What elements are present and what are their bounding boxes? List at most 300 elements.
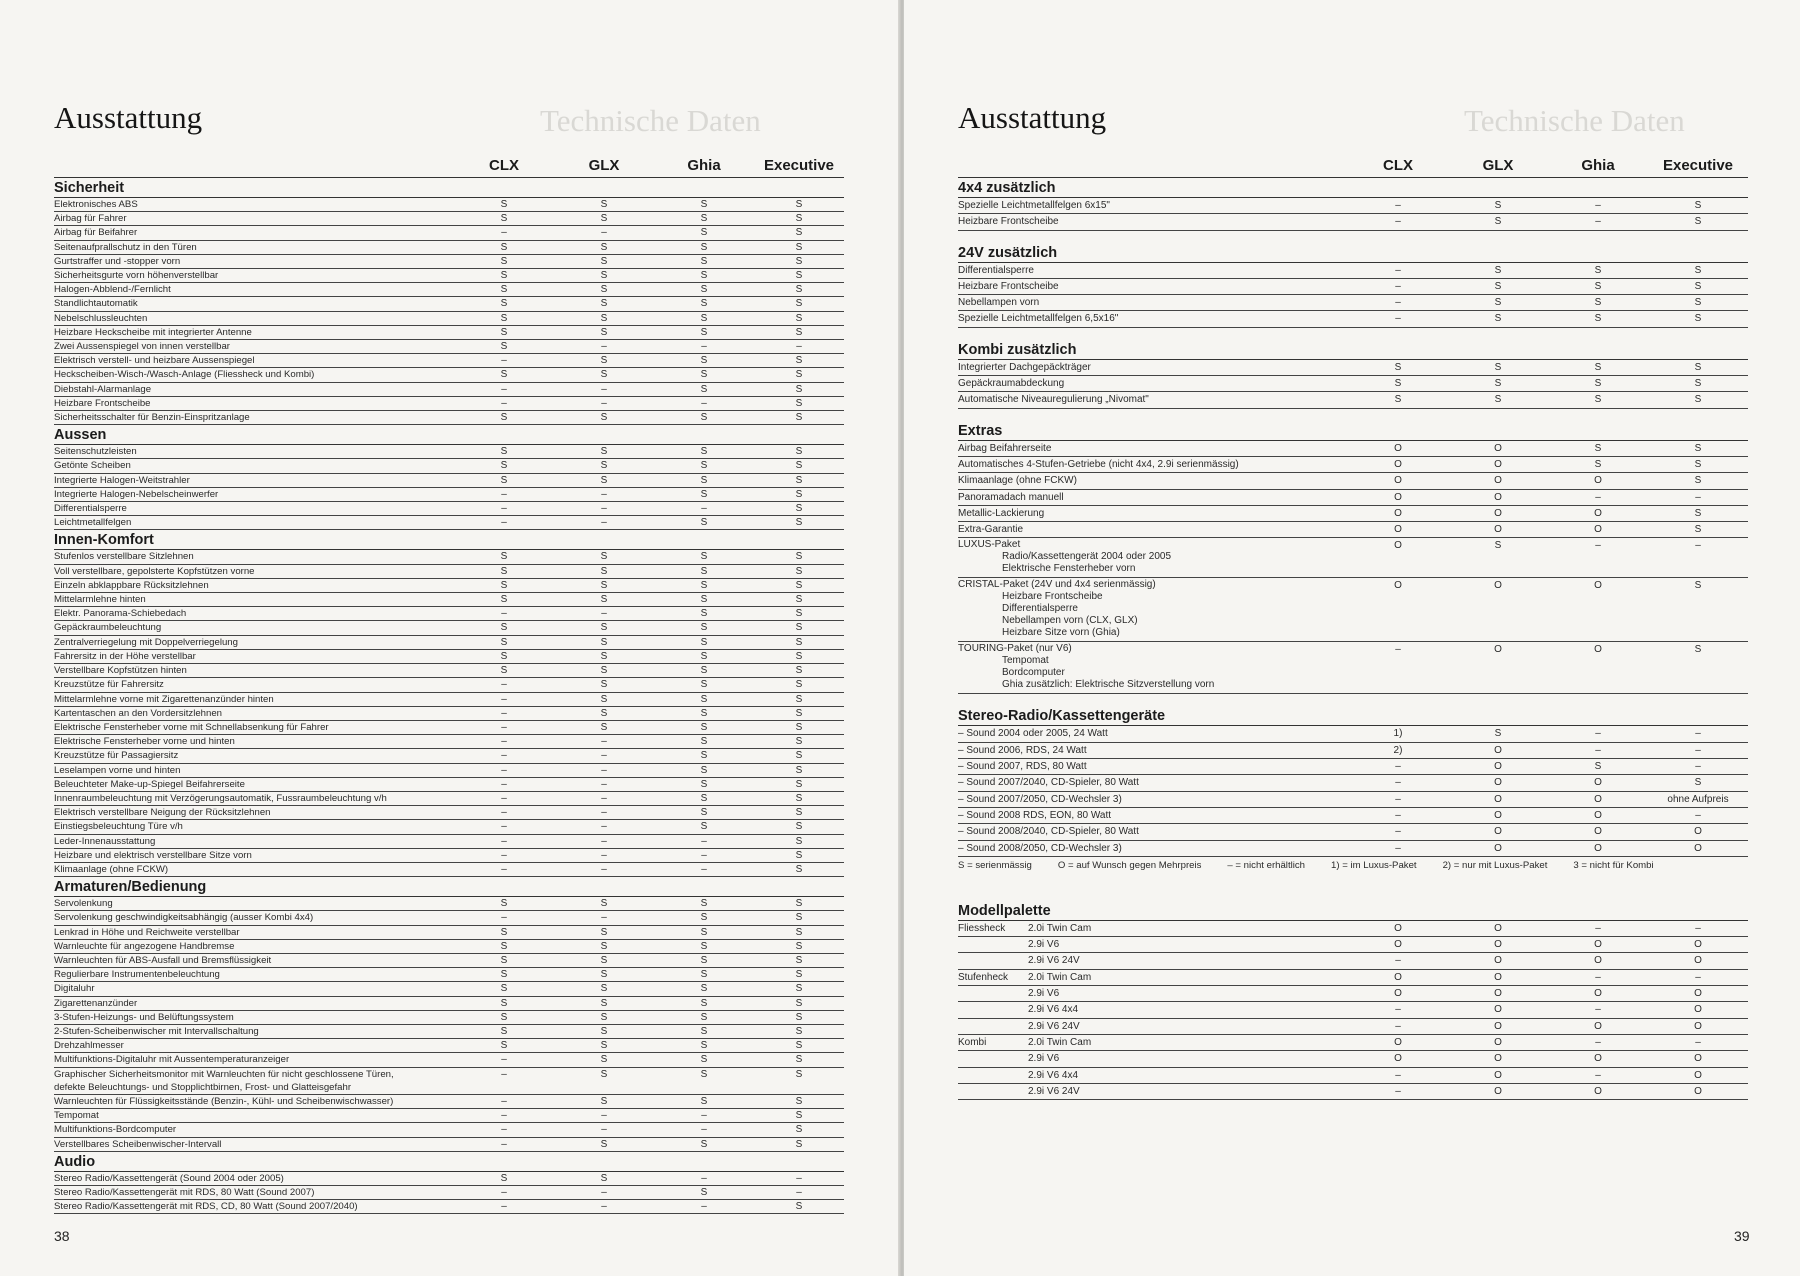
cell-ghia: S xyxy=(700,255,708,267)
cell-glx: – xyxy=(601,503,607,515)
cell-ghia: O xyxy=(1594,939,1602,951)
row-label-text: – Sound 2008/2050, CD-Wechsler 3) xyxy=(958,842,1122,854)
page-title: Ausstattung xyxy=(54,100,203,135)
cell-glx: – xyxy=(601,488,607,500)
cell-ghia: – xyxy=(701,1172,707,1184)
cell-glx: – xyxy=(601,1187,607,1198)
cell-executive: O xyxy=(1694,842,1702,854)
row-label-text: Einstiegsbeleuchtung Türe v/h xyxy=(54,821,183,833)
cell-glx: S xyxy=(600,926,608,938)
row-label xyxy=(54,940,454,953)
cell-glx: S xyxy=(600,665,608,677)
table-row xyxy=(958,841,1748,857)
cell-executive: S xyxy=(795,821,803,833)
cell-glx: S xyxy=(600,679,608,691)
cell-clx: – xyxy=(1395,955,1401,967)
model-variant: 2.9i V6 24V xyxy=(1028,955,1080,967)
row-label-text: Gurtstraffer und -stopper vorn xyxy=(54,255,181,267)
cell-executive: S xyxy=(795,565,803,577)
cell-ghia: O xyxy=(1594,644,1602,656)
row-label xyxy=(54,340,454,353)
cell-executive: S xyxy=(795,1110,803,1122)
cell-executive: O xyxy=(1694,826,1702,838)
cell-glx: S xyxy=(600,1025,608,1037)
model-group xyxy=(958,1084,1028,1099)
cell-clx: O xyxy=(1394,1053,1402,1065)
cell-clx: – xyxy=(501,1095,507,1107)
cell-executive: S xyxy=(795,284,803,296)
cell-glx: S xyxy=(600,412,608,424)
cell-executive: S xyxy=(795,750,803,762)
cell-executive: S xyxy=(795,446,803,458)
cell-executive: S xyxy=(795,369,803,381)
column-glx: GLX xyxy=(1482,157,1514,174)
cell-glx: S xyxy=(600,255,608,267)
cell-clx: – xyxy=(1395,313,1401,325)
cell-clx: S xyxy=(1394,394,1402,406)
model-group xyxy=(958,986,1028,1001)
section-title: Audio xyxy=(54,1152,844,1172)
column-header-row xyxy=(958,152,1748,178)
row-label xyxy=(958,376,1348,391)
cell-glx: S xyxy=(600,983,608,995)
cell-executive: – xyxy=(1695,922,1701,934)
row-label-text: – Sound 2008 RDS, EON, 80 Watt xyxy=(958,809,1112,821)
cell-executive: S xyxy=(795,594,803,606)
row-label-text: Heizbare Frontscheibe xyxy=(54,397,151,409)
table-row xyxy=(54,397,844,411)
cell-executive: S xyxy=(795,1138,803,1150)
cell-ghia: S xyxy=(700,326,708,338)
row-label xyxy=(958,392,1348,407)
model-group xyxy=(958,1019,1028,1034)
cell-clx: – xyxy=(1395,1004,1401,1016)
row-label-text: Airbag Beifahrerseite xyxy=(958,442,1052,454)
row-label-text: Elektrische Fensterheber vorne mit Schnellabsenkung für Fahrer xyxy=(54,721,329,733)
row-label-text: Verstellbare Kopfstützen hinten xyxy=(54,665,187,677)
table-row xyxy=(54,579,844,593)
model-variant: 2.9i V6 4x4 xyxy=(1028,1069,1079,1081)
row-label xyxy=(958,360,1348,375)
cell-clx: – xyxy=(1395,826,1401,838)
cell-clx: – xyxy=(501,383,507,395)
cell-ghia: S xyxy=(700,270,708,282)
cell-clx: S xyxy=(500,926,508,938)
row-label-text: LUXUS-Paket xyxy=(958,539,1021,551)
table-row xyxy=(54,664,844,678)
row-label-text: Verstellbares Scheibenwischer-Intervall xyxy=(54,1138,222,1150)
row-label xyxy=(54,411,454,424)
row-label xyxy=(958,642,1348,693)
cell-ghia: O xyxy=(1594,507,1602,519)
row-label xyxy=(958,841,1348,856)
cell-glx: S xyxy=(1494,313,1502,325)
cell-clx: – xyxy=(1395,793,1401,805)
cell-ghia: – xyxy=(701,397,707,409)
row-label xyxy=(54,650,454,663)
cell-executive: S xyxy=(795,807,803,819)
cell-clx: S xyxy=(500,1040,508,1052)
row-label xyxy=(958,808,1348,823)
table-row xyxy=(958,1068,1748,1084)
cell-ghia: S xyxy=(1594,297,1602,309)
table-row xyxy=(54,735,844,749)
cell-ghia: S xyxy=(700,997,708,1009)
ghost-heading: Technische Daten xyxy=(1464,103,1685,138)
column-ghia: Ghia xyxy=(1581,157,1615,174)
cell-glx: S xyxy=(600,1172,608,1184)
row-label-text: Elektronisches ABS xyxy=(54,199,138,210)
cell-clx: – xyxy=(1395,216,1401,228)
cell-clx: – xyxy=(501,1110,507,1122)
cell-clx: – xyxy=(1395,1069,1401,1081)
table-row xyxy=(54,707,844,721)
cell-glx: S xyxy=(600,622,608,634)
row-label xyxy=(54,621,454,634)
row-label xyxy=(54,565,454,578)
cell-clx: S xyxy=(500,565,508,577)
row-label-text: Differentialsperre xyxy=(958,264,1034,276)
table-row xyxy=(54,593,844,607)
table-row xyxy=(54,226,844,240)
cell-glx: O xyxy=(1494,1069,1502,1081)
cell-executive: S xyxy=(795,707,803,719)
cell-glx: S xyxy=(600,636,608,648)
cell-clx: S xyxy=(500,460,508,472)
table-row xyxy=(54,326,844,340)
row-label xyxy=(958,490,1348,505)
row-label xyxy=(54,707,454,720)
cell-clx: S xyxy=(500,412,508,424)
cell-executive: S xyxy=(795,792,803,804)
table-row xyxy=(54,474,844,488)
cell-glx: – xyxy=(601,341,607,353)
row-sub-label: Differentialsperre xyxy=(1002,603,1078,615)
cell-ghia: – xyxy=(1595,971,1601,983)
cell-clx: – xyxy=(501,707,507,719)
cell-clx: – xyxy=(501,1124,507,1136)
cell-glx: S xyxy=(600,213,608,225)
cell-ghia: – xyxy=(1595,728,1601,740)
cell-executive: S xyxy=(795,355,803,367)
cell-clx: S xyxy=(500,241,508,253)
cell-ghia: S xyxy=(700,764,708,776)
cell-ghia: – xyxy=(1595,922,1601,934)
model-variant: 2.0i Twin Cam xyxy=(1028,1036,1092,1048)
row-label xyxy=(54,1138,454,1151)
row-label-text: Diebstahl-Alarmanlage xyxy=(54,383,152,395)
model-group xyxy=(958,937,1028,952)
cell-ghia: S xyxy=(700,369,708,381)
right-page xyxy=(904,0,1800,1276)
cell-ghia: – xyxy=(1595,491,1601,503)
table-row xyxy=(958,743,1748,759)
cell-glx: O xyxy=(1494,1053,1502,1065)
legend-item: 2) = nur mit Luxus-Paket xyxy=(1442,859,1548,871)
cell-clx: S xyxy=(500,983,508,995)
row-label-text: Lenkrad in Höhe und Reichweite verstellbar xyxy=(54,926,240,938)
cell-glx: O xyxy=(1494,777,1502,789)
cell-clx: O xyxy=(1394,971,1402,983)
row-label-text: Getönte Scheiben xyxy=(54,460,131,472)
cell-executive: S xyxy=(795,213,803,225)
cell-ghia: S xyxy=(700,565,708,577)
cell-executive: S xyxy=(795,969,803,981)
cell-executive: S xyxy=(795,721,803,733)
cell-clx: – xyxy=(501,1187,507,1198)
row-label xyxy=(958,792,1348,807)
row-label-text: Kreuzstütze für Passagiersitz xyxy=(54,750,179,762)
model-group xyxy=(958,1068,1028,1083)
row-label xyxy=(54,1109,454,1122)
cell-glx: S xyxy=(600,650,608,662)
row-label-text: Seitenaufprallschutz in den Türen xyxy=(54,241,197,253)
cell-ghia: S xyxy=(700,284,708,296)
cell-clx: – xyxy=(501,736,507,748)
cell-glx: S xyxy=(600,1040,608,1052)
cell-clx: S xyxy=(500,312,508,324)
table-row xyxy=(54,764,844,778)
row-label-text: Einzeln abklappbare Rücksitzlehnen xyxy=(54,579,209,591)
cell-clx: – xyxy=(501,355,507,367)
cell-ghia: O xyxy=(1594,1085,1602,1097)
cell-executive: S xyxy=(795,1095,803,1107)
cell-clx: S xyxy=(500,270,508,282)
table-row xyxy=(54,1053,844,1067)
cell-clx: – xyxy=(501,778,507,790)
cell-glx: O xyxy=(1494,988,1502,1000)
cell-executive: – xyxy=(796,341,802,353)
table-row xyxy=(54,1109,844,1123)
cell-executive: S xyxy=(795,474,803,486)
row-label-text: Integrierte Halogen-Weitstrahler xyxy=(54,474,190,486)
legend-item: 3 = nicht für Kombi xyxy=(1573,859,1654,871)
table-row xyxy=(54,488,844,502)
cell-glx: S xyxy=(1494,280,1502,292)
cell-glx: S xyxy=(600,326,608,338)
cell-ghia: – xyxy=(701,849,707,861)
cell-clx: – xyxy=(501,912,507,924)
row-label xyxy=(54,269,454,282)
cell-glx: S xyxy=(1494,361,1502,373)
cell-glx: S xyxy=(1494,394,1502,406)
cell-ghia: S xyxy=(700,665,708,677)
table-row xyxy=(958,263,1748,279)
row-label xyxy=(54,354,454,367)
table-row xyxy=(54,749,844,763)
row-label xyxy=(54,198,454,211)
row-label-text: Digitaluhr xyxy=(54,983,95,995)
cell-executive: S xyxy=(795,898,803,910)
cell-executive: S xyxy=(1694,280,1702,292)
cell-ghia: S xyxy=(1594,280,1602,292)
cell-executive: S xyxy=(795,863,803,875)
cell-glx: S xyxy=(1494,728,1502,740)
cell-glx: – xyxy=(601,792,607,804)
row-sub-label: Tempomat xyxy=(1002,655,1049,667)
row-label xyxy=(958,506,1348,521)
cell-ghia: S xyxy=(1594,361,1602,373)
cell-glx: O xyxy=(1494,524,1502,536)
cell-clx: O xyxy=(1394,1036,1402,1048)
cell-glx: S xyxy=(600,1054,608,1066)
cell-executive: O xyxy=(1694,1004,1702,1016)
row-label-text: Sicherheitsschalter für Benzin-Einspritzanlage xyxy=(54,412,250,424)
cell-clx: S xyxy=(500,1172,508,1184)
cell-clx: 1) xyxy=(1393,728,1403,740)
row-label-text: – Sound 2006, RDS, 24 Watt xyxy=(958,744,1087,756)
cell-executive: S xyxy=(795,1124,803,1136)
table-row xyxy=(958,775,1748,791)
row-label-text: Zentralverriegelung mit Doppelverriegelung xyxy=(54,636,238,648)
cell-glx: O xyxy=(1494,1085,1502,1097)
cell-executive: S xyxy=(1694,361,1702,373)
section-gap xyxy=(958,328,1748,340)
table-row xyxy=(54,806,844,820)
row-label xyxy=(54,778,454,791)
cell-glx: O xyxy=(1494,939,1502,951)
cell-ghia: S xyxy=(700,1095,708,1107)
cell-glx: S xyxy=(600,270,608,282)
model-group: Kombi xyxy=(958,1036,987,1048)
cell-ghia: S xyxy=(700,926,708,938)
cell-executive: S xyxy=(795,199,803,210)
table-row xyxy=(54,1186,844,1200)
table-row xyxy=(958,642,1748,694)
table-row xyxy=(54,516,844,530)
cell-clx: – xyxy=(1395,264,1401,276)
right-sections xyxy=(958,178,1748,857)
row-label xyxy=(54,283,454,296)
cell-ghia: S xyxy=(700,213,708,225)
table-row xyxy=(54,1011,844,1025)
row-label-text: Beleuchteter Make-up-Spiegel Beifahrerseite xyxy=(54,778,245,790)
table-row xyxy=(54,792,844,806)
row-label-text: Warnleuchten für Flüssigkeitsstände (Benzin-, Kühl- und Scheibenwischwasser) xyxy=(54,1095,394,1107)
modellpalette-table xyxy=(958,921,1748,1100)
row-label-text: Halogen-Abblend-/Fernlicht xyxy=(54,284,171,296)
table-row xyxy=(958,1035,1748,1051)
table-row xyxy=(54,835,844,849)
cell-executive: S xyxy=(1694,313,1702,325)
row-label-text: – Sound 2007/2050, CD-Wechsler 3) xyxy=(958,793,1122,805)
row-label xyxy=(54,664,454,677)
cell-clx: 2) xyxy=(1393,744,1403,756)
section-title: Modellpalette xyxy=(958,901,1748,921)
cell-glx: S xyxy=(600,284,608,296)
cell-clx: – xyxy=(1395,297,1401,309)
section-gap xyxy=(958,409,1748,421)
row-label-text: Kartentaschen an den Vordersitzlehnen xyxy=(54,707,223,719)
row-label xyxy=(54,1039,454,1052)
table-row xyxy=(54,383,844,397)
row-label xyxy=(958,311,1348,326)
cell-ghia: S xyxy=(1594,761,1602,773)
row-label-text: TOURING-Paket (nur V6) xyxy=(958,643,1072,655)
cell-glx: O xyxy=(1494,826,1502,838)
cell-clx: – xyxy=(501,227,507,239)
cell-clx: O xyxy=(1394,580,1402,592)
cell-ghia: – xyxy=(1595,1036,1601,1048)
row-label xyxy=(958,522,1348,537)
model-variant: 2.0i Twin Cam xyxy=(1028,922,1092,934)
cell-ghia: – xyxy=(701,1124,707,1136)
row-label xyxy=(54,982,454,995)
row-label-text: Innenraumbeleuchtung mit Verzögerungsautomatik, Fussraumbeleuchtung v/h xyxy=(54,792,387,804)
row-label xyxy=(958,214,1348,229)
cell-clx: – xyxy=(1395,842,1401,854)
row-label-text: Multifunktions-Digitaluhr mit Aussentemperaturanzeiger xyxy=(54,1054,290,1066)
row-label-text: Nebelschlussleuchten xyxy=(54,312,148,324)
row-label-text: – Sound 2007, RDS, 80 Watt xyxy=(958,761,1087,773)
table-row xyxy=(54,212,844,226)
row-label xyxy=(54,550,454,563)
cell-clx: – xyxy=(1395,644,1401,656)
row-label-text: Standlichtautomatik xyxy=(54,298,138,310)
table-row xyxy=(54,550,844,564)
table-row xyxy=(54,778,844,792)
cell-glx: S xyxy=(600,1068,608,1080)
cell-executive: S xyxy=(795,383,803,395)
row-label xyxy=(54,954,454,967)
table-row xyxy=(54,269,844,283)
cell-ghia: O xyxy=(1594,809,1602,821)
row-label-text: Gepäckraumabdeckung xyxy=(958,378,1065,390)
row-label-text: Heizbare Frontscheibe xyxy=(958,280,1059,292)
cell-ghia: S xyxy=(700,594,708,606)
table-row xyxy=(54,926,844,940)
row-sub-label: Nebellampen vorn (CLX, GLX) xyxy=(1002,615,1138,627)
row-label xyxy=(54,863,454,876)
cell-ghia: S xyxy=(700,517,708,529)
legend-item: S = serienmässig xyxy=(958,859,1032,871)
cell-executive: S xyxy=(795,997,803,1009)
cell-ghia: O xyxy=(1594,777,1602,789)
cell-ghia: S xyxy=(1594,378,1602,390)
cell-executive: S xyxy=(795,460,803,472)
cell-glx: – xyxy=(601,1110,607,1122)
cell-executive: S xyxy=(1694,297,1702,309)
column-clx: CLX xyxy=(1383,157,1413,174)
row-label-text: Stufenlos verstellbare Sitzlehnen xyxy=(54,551,194,563)
cell-ghia: S xyxy=(700,298,708,310)
cell-ghia: S xyxy=(1594,442,1602,454)
table-row xyxy=(54,721,844,735)
cell-executive: S xyxy=(795,693,803,705)
row-label-text: Heckscheiben-Wisch-/Wasch-Anlage (Fliessheck und Kombi) xyxy=(54,369,315,381)
cell-clx: S xyxy=(500,579,508,591)
table-row xyxy=(54,1039,844,1053)
section-gap xyxy=(958,231,1748,243)
cell-glx: S xyxy=(600,565,608,577)
cell-ghia: – xyxy=(701,1201,707,1213)
cell-executive: S xyxy=(795,551,803,563)
cell-clx: – xyxy=(501,764,507,776)
cell-glx: – xyxy=(601,397,607,409)
cell-glx: – xyxy=(601,383,607,395)
cell-glx: S xyxy=(600,898,608,910)
cell-executive: S xyxy=(795,312,803,324)
table-row xyxy=(958,490,1748,506)
row-label xyxy=(958,473,1348,488)
row-label-text: Warnleuchte für angezogene Handbremse xyxy=(54,940,235,952)
table-row xyxy=(958,970,1748,986)
legend-item: 1) = im Luxus-Paket xyxy=(1331,859,1417,871)
cell-executive: S xyxy=(795,650,803,662)
cell-ghia: S xyxy=(700,1040,708,1052)
table-row xyxy=(54,849,844,863)
cell-executive: – xyxy=(1695,809,1701,821)
